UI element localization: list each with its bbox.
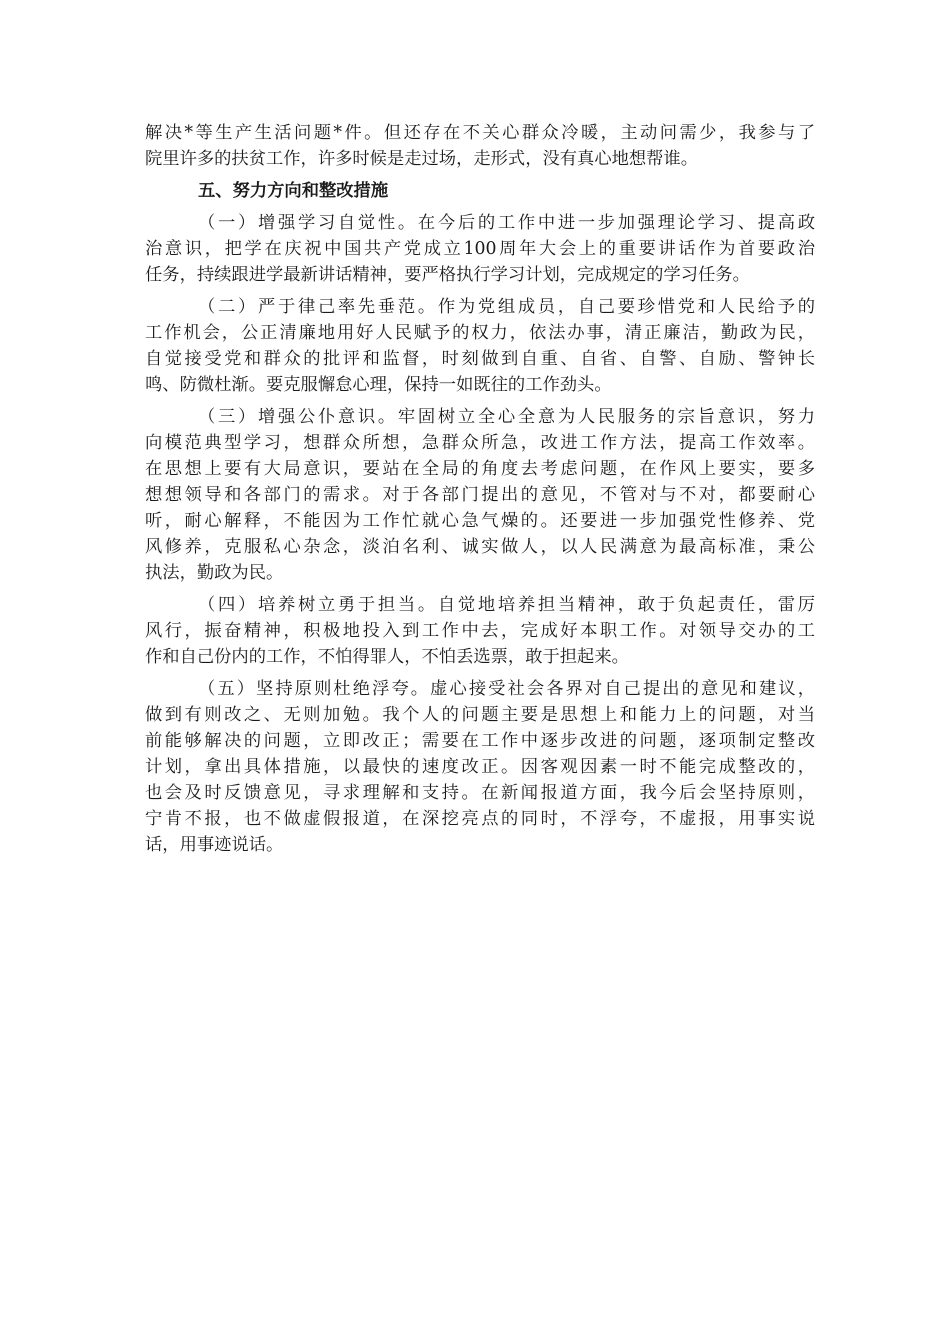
paragraph-line: 向模范典型学习，想群众所想，急群众所急，改进工作方法，提高工作效率。 — [145, 433, 815, 453]
paragraph-line: 也会及时反馈意见，寻求理解和支持。在新闻报道方面，我今后会坚持原则， — [145, 783, 815, 803]
paragraph-line: 风行，振奋精神，积极地投入到工作中去，完成好本职工作。对领导交办的工 — [145, 621, 815, 641]
paragraph-line: 想想领导和各部门的需求。对于各部门提出的意见，不管对与不对，都要耐心 — [145, 485, 815, 505]
paragraph-line: （三）增强公仆意识。牢固树立全心全意为人民服务的宗旨意识，努力 — [198, 407, 815, 427]
section-heading: 五、努力方向和整改措施 — [198, 181, 389, 201]
paragraph-line: 工作机会，公正清廉地用好人民赋予的权力，依法办事，清正廉洁，勤政为民， — [145, 323, 815, 343]
paragraph-line: （一）增强学习自觉性。在今后的工作中进一步加强理论学习、提高政 — [198, 213, 815, 233]
intro-line: 院里许多的扶贫工作，许多时候是走过场，走形式，没有真心地想帮谁。 — [145, 149, 699, 169]
document-page — [145, 120, 815, 864]
paragraph-5 — [145, 676, 815, 858]
paragraph-line: （四）培养树立勇于担当。自觉地培养担当精神，敢于负起责任，雷厉 — [198, 595, 815, 615]
paragraph-line: 前能够解决的问题，立即改正；需要在工作中逐步改进的问题，逐项制定整改 — [145, 731, 815, 751]
paragraph-line: 做到有则改之、无则加勉。我个人的问题主要是思想上和能力上的问题，对当 — [145, 705, 815, 725]
paragraph-line: 话，用事迹说话。 — [145, 835, 284, 855]
paragraph-line: 治意识，把学在庆祝中国共产党成立100周年大会上的重要讲话作为首要政治 — [145, 239, 815, 259]
paragraph-line: 自觉接受党和群众的批评和监督，时刻做到自重、自省、自警、自励、警钟长 — [145, 349, 815, 369]
intro-paragraph — [145, 120, 815, 172]
paragraph-line: 鸣、防微杜渐。要克服懈怠心理，保持一如既往的工作劲头。 — [145, 375, 612, 395]
intro-line: 解决*等生产生活问题*件。但还存在不关心群众冷暖，主动问需少，我参与了 — [145, 123, 815, 143]
paragraph-line: 任务，持续跟进学最新讲话精神，要严格执行学习计划，完成规定的学习任务。 — [145, 265, 750, 285]
paragraph-2 — [145, 294, 815, 398]
paragraph-3 — [145, 404, 815, 586]
paragraph-line: 计划，拿出具体措施，以最快的速度改正。因客观因素一时不能完成整改的， — [145, 757, 815, 777]
paragraph-line: （五）坚持原则杜绝浮夸。虚心接受社会各界对自己提出的意见和建议， — [198, 679, 815, 699]
paragraph-line: 作和自己份内的工作，不怕得罪人，不怕丢选票，敢于担起来。 — [145, 647, 629, 667]
paragraph-4 — [145, 592, 815, 670]
paragraph-line: 风修养，克服私心杂念，淡泊名利、诚实做人，以人民满意为最高标准，秉公 — [145, 537, 815, 557]
paragraph-line: （二）严于律己率先垂范。作为党组成员，自己要珍惜党和人民给予的 — [198, 297, 815, 317]
paragraph-line: 在思想上要有大局意识，要站在全局的角度去考虑问题，在作风上要实，要多 — [145, 459, 815, 479]
paragraph-line: 听，耐心解释，不能因为工作忙就心急气燥的。还要进一步加强党性修养、党 — [145, 511, 815, 531]
paragraph-line: 宁肯不报，也不做虚假报道，在深挖亮点的同时，不浮夸，不虚报，用事实说 — [145, 809, 815, 829]
paragraph-1 — [145, 210, 815, 288]
paragraph-line: 执法，勤政为民。 — [145, 563, 284, 583]
